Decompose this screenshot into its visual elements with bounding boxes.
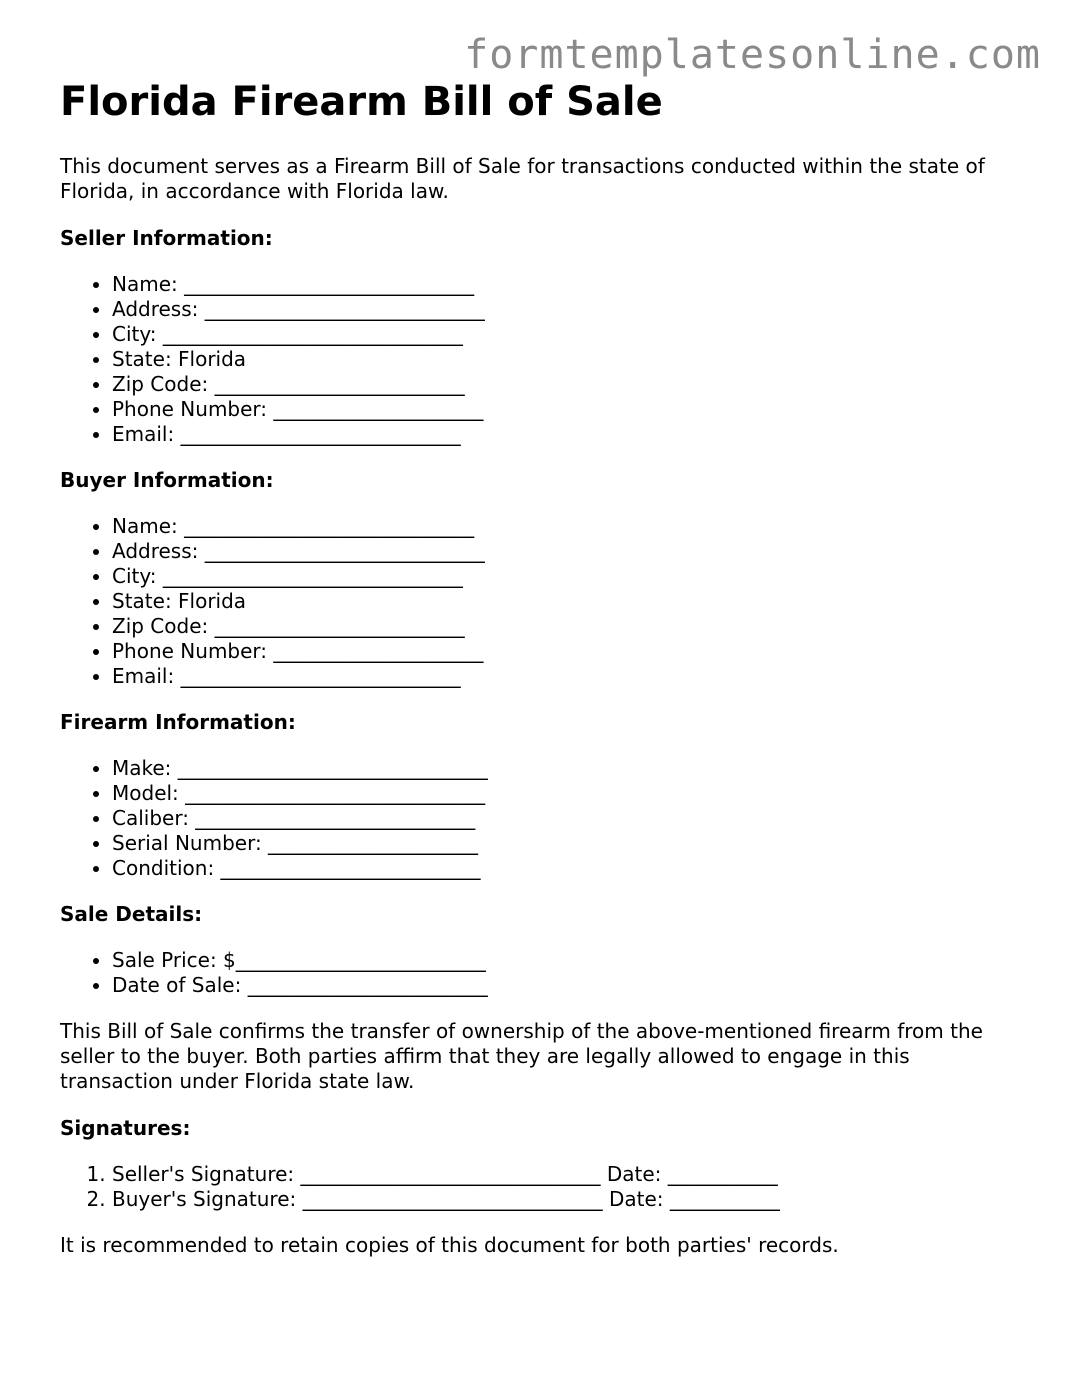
document-title: Florida Firearm Bill of Sale: [60, 79, 663, 125]
seller-zip-field: • Zip Code: _________________________: [112, 372, 1020, 397]
firearm-caliber-field: • Caliber: ____________________________: [112, 806, 1020, 831]
firearm-serial-field: • Serial Number: _____________________: [112, 831, 1020, 856]
firearm-make-field: • Make: _______________________________: [112, 756, 1020, 781]
seller-phone-field: • Phone Number: _____________________: [112, 397, 1020, 422]
buyer-address-field: • Address: ____________________________: [112, 539, 1020, 564]
sale-list: [60, 948, 1020, 998]
seller-city-field: • City: ______________________________: [112, 322, 1020, 347]
seller-list: [60, 272, 1020, 447]
buyer-city-field: • City: ______________________________: [112, 564, 1020, 589]
signatures-list: [60, 1162, 1020, 1212]
buyer-list: [60, 514, 1020, 689]
closing-paragraph: It is recommended to retain copies of this document for both parties' records.: [60, 1233, 839, 1257]
confirmation-paragraph: This Bill of Sale confirms the transfer of ownership of the above-mentioned firearm from the seller to the buyer. Both parties affirm that they are legally allowed to engage in this transaction under Florida state law.: [60, 1019, 983, 1093]
firearm-heading: Firearm Information:: [60, 710, 296, 734]
buyer-email-field: • Email: ____________________________: [112, 664, 1020, 689]
sale-heading: Sale Details:: [60, 902, 203, 926]
seller-email-field: • Email: ____________________________: [112, 422, 1020, 447]
seller-address-field: • Address: ____________________________: [112, 297, 1020, 322]
buyer-zip-field: • Zip Code: _________________________: [112, 614, 1020, 639]
buyer-signature-line: 2. Buyer's Signature: ______________________________ Date: ___________: [112, 1187, 1020, 1212]
seller-name-field: • Name: _____________________________: [112, 272, 1020, 297]
buyer-name-field: • Name: _____________________________: [112, 514, 1020, 539]
document-body: [60, 78, 1020, 1280]
intro-paragraph: This document serves as a Firearm Bill of Sale for transactions conducted within the state of Florida, in accordance with Florida law.: [60, 154, 985, 203]
buyer-state-field: • State: Florida: [112, 589, 1020, 614]
seller-heading: Seller Information:: [60, 226, 273, 250]
sale-date-field: • Date of Sale: ________________________: [112, 973, 1020, 998]
firearm-model-field: • Model: ______________________________: [112, 781, 1020, 806]
firearm-list: [60, 756, 1020, 881]
buyer-phone-field: • Phone Number: _____________________: [112, 639, 1020, 664]
buyer-heading: Buyer Information:: [60, 468, 274, 492]
sale-price-field: • Sale Price: $_________________________: [112, 948, 1020, 973]
seller-state-field: • State: Florida: [112, 347, 1020, 372]
seller-signature-line: 1. Seller's Signature: ______________________________ Date: ___________: [112, 1162, 1020, 1187]
signatures-heading: Signatures:: [60, 1116, 191, 1140]
watermark-text: formtemplatesonline.com: [464, 32, 1041, 78]
firearm-condition-field: • Condition: __________________________: [112, 856, 1020, 881]
